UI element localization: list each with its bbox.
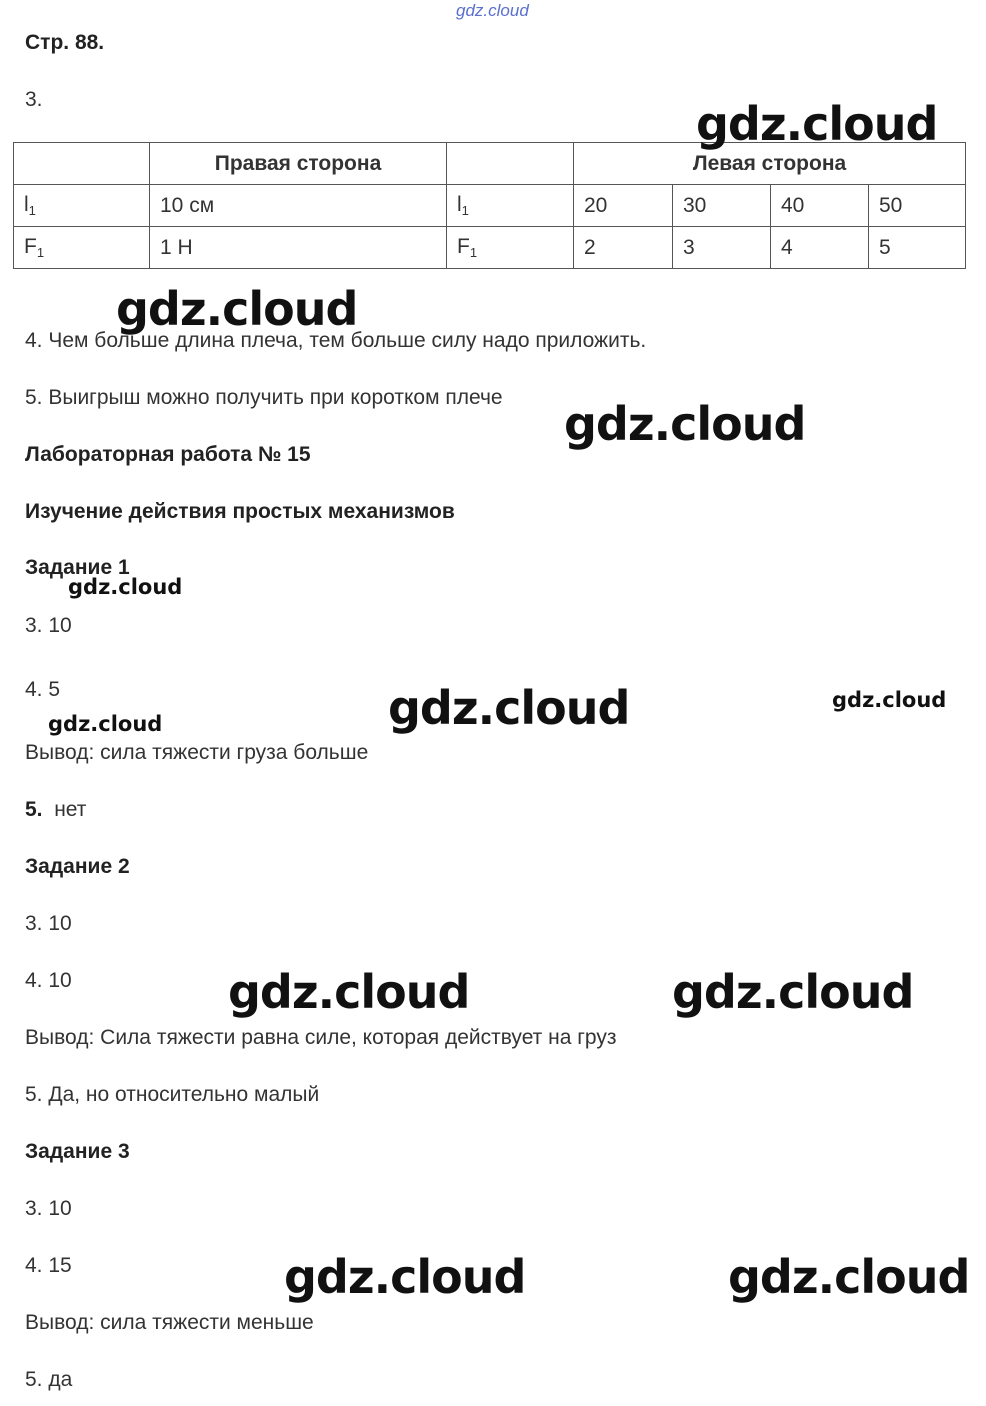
table-cell: 5	[869, 227, 966, 269]
watermark: gdz.cloud	[48, 712, 163, 736]
task-2-title: Задание 2	[25, 855, 130, 878]
item-3-label: 3.	[25, 88, 43, 111]
table-cell: 3	[673, 227, 771, 269]
watermark: gdz.cloud	[284, 1250, 526, 1304]
right-side-header: Правая сторона	[150, 143, 447, 185]
watermark: gdz.cloud	[564, 397, 806, 451]
task-1-conclusion: Вывод: сила тяжести груза больше	[25, 741, 369, 764]
task-3-title: Задание 3	[25, 1140, 130, 1163]
page-reference: Стр. 88.	[25, 31, 105, 54]
site-mark-top: gdz.cloud	[456, 1, 529, 20]
answer-5: 5. Выигрыш можно получить при коротком плече	[25, 386, 503, 409]
task-1-answer-5	[25, 798, 86, 822]
watermark: gdz.cloud	[672, 965, 914, 1019]
row-f-right-value: 1 Н	[150, 227, 447, 269]
task-1-answer-3: 3. 10	[25, 614, 72, 637]
task-3-answer-3: 3. 10	[25, 1197, 72, 1220]
table-spacer-cell	[447, 143, 574, 185]
lab-title: Лабораторная работа № 15	[25, 443, 311, 466]
row-l-right-value: 10 см	[150, 185, 447, 227]
task-1-answer-4: 4. 5	[25, 678, 61, 701]
row-f-left-symbol: $F_1$	[447, 227, 574, 269]
table-row	[14, 227, 966, 269]
watermark: gdz.cloud	[68, 575, 183, 599]
task-2-answer-5: 5. Да, но относительно малый	[25, 1083, 320, 1106]
lever-table	[13, 142, 966, 269]
table-cell: 20	[574, 185, 673, 227]
watermark: gdz.cloud	[228, 965, 470, 1019]
watermark: gdz.cloud	[696, 97, 938, 151]
task-2-answer-3: 3. 10	[25, 912, 72, 935]
table-row	[14, 185, 966, 227]
watermark: gdz.cloud	[388, 681, 630, 735]
watermark: gdz.cloud	[832, 688, 947, 712]
table-cell: 2	[574, 227, 673, 269]
table-cell: 4	[771, 227, 869, 269]
table-cell: 30	[673, 185, 771, 227]
table-cell: 50	[869, 185, 966, 227]
row-l-symbol: $l_1$	[14, 185, 150, 227]
left-side-header: Левая сторона	[574, 143, 966, 185]
table-cell: 40	[771, 185, 869, 227]
row-l-left-symbol: $l_1$	[447, 185, 574, 227]
row-f-symbol: $F_1$	[14, 227, 150, 269]
task-1-answer-5-number: 5.	[25, 798, 43, 821]
task-1-answer-5-text: нет	[54, 798, 87, 821]
table-corner-cell	[14, 143, 150, 185]
answer-4: 4. Чем больше длина плеча, тем больше силу надо приложить.	[25, 329, 647, 352]
task-3-answer-4: 4. 15	[25, 1254, 72, 1277]
task-3-answer-5: 5. да	[25, 1368, 73, 1391]
watermark: gdz.cloud	[728, 1250, 970, 1304]
lab-subtitle: Изучение действия простых механизмов	[25, 500, 455, 523]
task-3-conclusion: Вывод: сила тяжести меньше	[25, 1311, 314, 1334]
watermark: gdz.cloud	[116, 282, 358, 336]
task-1-title: Задание 1	[25, 556, 130, 579]
task-2-answer-4: 4. 10	[25, 969, 72, 992]
task-2-conclusion: Вывод: Сила тяжести равна силе, которая действует на груз	[25, 1026, 617, 1049]
